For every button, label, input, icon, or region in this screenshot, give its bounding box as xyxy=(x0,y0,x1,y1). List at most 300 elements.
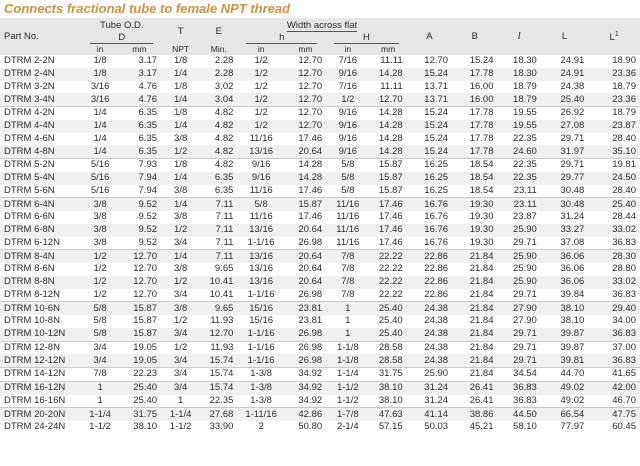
cell-a: 15.24 xyxy=(407,120,452,133)
cell-h-mm: 26.98 xyxy=(298,288,323,300)
cell-b: 16.00 xyxy=(469,80,494,92)
cell-L: 27.08 xyxy=(541,120,588,133)
cell-t-npt: 1/8 xyxy=(174,80,188,92)
cell-e-min: 7.11 xyxy=(200,224,237,237)
cell-H-in: 9/16 xyxy=(326,68,369,81)
cell-h-in: 5/8 xyxy=(237,198,284,211)
cell-L: 66.54 xyxy=(541,408,588,421)
cell-l: 23.11 xyxy=(513,184,537,196)
cell-a: 15.24 xyxy=(424,132,449,144)
cell-part-no: DTRM 2-2N xyxy=(4,55,55,67)
cell-b: 18.54 xyxy=(469,184,494,196)
cell-tube-od-mm: 12.70 xyxy=(133,263,158,275)
cell-tube-od-in: 5/8 xyxy=(83,328,118,341)
cell-a: 15.24 xyxy=(407,68,452,81)
cell-h-in: 13/16 xyxy=(237,145,284,158)
cell-l: 29.71 xyxy=(497,341,540,354)
cell-tube-od-in: 5/8 xyxy=(93,315,107,327)
cell-t-npt: 3/4 xyxy=(161,368,200,382)
cell-e-min: 12.70 xyxy=(200,328,237,341)
cell-h-mm: 26.98 xyxy=(285,341,326,354)
cell-H-in: 1-1/8 xyxy=(326,341,369,354)
cell-l: 27.90 xyxy=(513,315,537,327)
header-width-across-flat-label: Width across flat xyxy=(286,19,358,31)
cell-L1: 35.10 xyxy=(588,145,640,158)
cell-tube-od-in: 3/4 xyxy=(83,354,118,367)
cell-H-in: 1/2 xyxy=(326,93,369,106)
cell-h-in: 1/2 xyxy=(237,93,284,106)
cell-e-min: 4.82 xyxy=(200,145,237,158)
cell-L1: 28.40 xyxy=(612,184,636,196)
cell-b: 17.78 xyxy=(469,132,494,144)
cell-tube-od-in: 1 xyxy=(97,394,103,406)
cell-tube-od-mm: 22.23 xyxy=(118,368,161,382)
cell-b: 21.84 xyxy=(452,328,497,341)
cell-H-in: 1-1/4 xyxy=(326,368,369,382)
cell-tube-od-mm: 38.10 xyxy=(133,421,158,433)
cell-part-no: DTRM 4-2N xyxy=(0,107,83,120)
header-l1: $L^1$ xyxy=(588,18,640,55)
cell-L1: 47.75 xyxy=(588,408,640,421)
page-title: Connects fractional tube to female NPT thread xyxy=(4,1,291,16)
cell-h-in: 15/16 xyxy=(249,315,274,327)
header-h-small-label: h xyxy=(246,32,317,44)
cell-part-no: DTRM 4-4N xyxy=(0,120,83,133)
cell-H-in: 11/16 xyxy=(336,236,360,248)
cell-tube-od-in: 1/8 xyxy=(93,55,107,67)
cell-L1: 23.36 xyxy=(588,68,640,81)
cell-h-in: 13/16 xyxy=(237,224,284,237)
cell-H-in: 9/16 xyxy=(326,107,369,120)
cell-t-npt: 1/2 xyxy=(161,341,200,354)
table-row xyxy=(0,302,640,315)
cell-l: 22.35 xyxy=(513,132,537,144)
cell-tube-od-in: 1/4 xyxy=(93,132,107,144)
cell-L: 24.91 xyxy=(541,68,588,81)
cell-L1: 36.83 xyxy=(588,328,640,341)
cell-t-npt: 1/8 xyxy=(161,107,200,120)
cell-tube-od-in: 3/8 xyxy=(83,198,118,211)
cell-e-min: 15.74 xyxy=(200,381,237,394)
cell-t-npt: 3/8 xyxy=(161,302,200,315)
cell-l: 36.83 xyxy=(497,381,540,394)
cell-H-in: 11/16 xyxy=(336,211,360,223)
cell-tube-od-in: 3/16 xyxy=(90,80,110,92)
cell-H-in: 1-1/8 xyxy=(326,354,369,367)
cell-h-mm: 17.46 xyxy=(298,211,323,223)
cell-L1: 46.70 xyxy=(612,394,636,406)
header-h-small xyxy=(237,32,326,44)
cell-H-in: 1-7/8 xyxy=(326,408,369,421)
cell-l: 58.10 xyxy=(513,421,537,433)
cell-L: 49.02 xyxy=(560,394,585,406)
cell-tube-od-in: 1/2 xyxy=(93,288,107,300)
header-d-mm: mm xyxy=(118,44,161,55)
header-t: T xyxy=(161,18,200,44)
cell-a: 41.14 xyxy=(407,408,452,421)
cell-t-npt: 1/4 xyxy=(161,198,200,211)
cell-H-mm: 31.75 xyxy=(369,368,406,382)
header-l-small: l xyxy=(497,18,540,55)
cell-a: 22.86 xyxy=(424,263,449,275)
cell-L: 29.77 xyxy=(541,172,588,185)
cell-tube-od-in: 3/16 xyxy=(83,93,118,106)
cell-H-mm: 17.46 xyxy=(378,211,403,223)
cell-l: 44.50 xyxy=(497,408,540,421)
table-row xyxy=(0,133,640,146)
cell-L1: 37.00 xyxy=(588,341,640,354)
cell-tube-od-in: 3/8 xyxy=(93,211,107,223)
cell-t-npt: 1/4 xyxy=(161,68,200,81)
cell-H-mm: 38.10 xyxy=(378,394,403,406)
cell-a: 31.24 xyxy=(407,381,452,394)
cell-l: 25.90 xyxy=(497,224,540,237)
cell-h-mm: 23.81 xyxy=(285,302,326,315)
cell-b: 16.00 xyxy=(452,93,497,106)
cell-part-no: DTRM 8-4N xyxy=(0,250,83,263)
cell-tube-od-mm: 3.17 xyxy=(138,55,158,67)
cell-l: 22.35 xyxy=(497,159,540,172)
cell-h-mm: 15.87 xyxy=(285,198,326,211)
cell-l: 23.87 xyxy=(513,211,537,223)
cell-e-min: 2.28 xyxy=(214,55,234,67)
cell-L: 24.38 xyxy=(560,80,585,92)
cell-H-mm: 22.22 xyxy=(378,288,403,300)
table-row xyxy=(0,263,640,276)
cell-a: 25.90 xyxy=(407,368,452,382)
cell-e-min: 4.82 xyxy=(200,107,237,120)
cell-h-in: 1-1/16 xyxy=(247,236,275,248)
header-a: A xyxy=(407,18,452,55)
cell-tube-od-mm: 6.35 xyxy=(138,132,158,144)
cell-part-no: DTRM 12-12N xyxy=(0,354,83,367)
cell-b: 21.84 xyxy=(452,354,497,367)
cell-part-no: DTRM 10-8N xyxy=(4,315,60,327)
table-row xyxy=(0,237,640,250)
cell-H-mm: 14.28 xyxy=(369,68,406,81)
cell-L: 26.92 xyxy=(541,107,588,120)
cell-h-in: 9/16 xyxy=(237,159,284,172)
cell-b: 21.84 xyxy=(452,341,497,354)
cell-L: 29.71 xyxy=(541,159,588,172)
cell-L: 31.24 xyxy=(560,211,585,223)
cell-H-in: 5/8 xyxy=(326,172,369,185)
cell-L1: 24.50 xyxy=(588,172,640,185)
cell-L: 39.81 xyxy=(541,354,588,367)
header-min: Min. xyxy=(200,44,237,55)
cell-H-mm: 15.87 xyxy=(369,159,406,172)
cell-L: 29.71 xyxy=(560,132,585,144)
cell-e-min: 27.68 xyxy=(200,408,237,421)
cell-tube-od-in: 5/8 xyxy=(83,302,118,315)
cell-tube-od-in: 1-1/2 xyxy=(89,421,111,433)
cell-l: 18.79 xyxy=(497,93,540,106)
cell-t-npt: 3/8 xyxy=(174,132,188,144)
cell-part-no: DTRM 4-6N xyxy=(4,132,55,144)
cell-t-npt: 1/8 xyxy=(161,159,200,172)
cell-L: 77.97 xyxy=(560,421,585,433)
cell-e-min: 7.11 xyxy=(215,236,234,248)
cell-b: 19.30 xyxy=(452,224,497,237)
table-row xyxy=(0,289,640,302)
cell-L: 36.06 xyxy=(541,276,588,289)
cell-tube-od-in: 3/8 xyxy=(83,224,118,237)
cell-h-mm: 34.92 xyxy=(285,368,326,382)
cell-h-mm: 26.98 xyxy=(298,236,323,248)
cell-part-no: DTRM 3-4N xyxy=(0,93,83,106)
cell-L1: 33.02 xyxy=(588,276,640,289)
cell-h-mm: 14.28 xyxy=(285,159,326,172)
cell-e-min: 3.04 xyxy=(200,93,237,106)
cell-b: 21.84 xyxy=(469,315,494,327)
cell-a: 16.76 xyxy=(424,236,449,248)
cell-h-in: 9/16 xyxy=(237,172,284,185)
cell-h-in: 1-1/16 xyxy=(237,341,284,354)
table-row xyxy=(0,381,640,394)
cell-L1: 23.36 xyxy=(588,93,640,106)
cell-l: 19.55 xyxy=(497,120,540,133)
cell-h-mm: 26.98 xyxy=(285,354,326,367)
table-row xyxy=(0,81,640,94)
cell-L: 30.48 xyxy=(560,184,585,196)
cell-e-min: 15.74 xyxy=(200,354,237,367)
cell-H-in: 7/8 xyxy=(341,263,355,275)
cell-part-no: DTRM 24-24N xyxy=(4,421,66,433)
cell-a: 31.24 xyxy=(424,394,449,406)
cell-h-mm: 42.86 xyxy=(285,408,326,421)
cell-tube-od-mm: 6.35 xyxy=(118,120,161,133)
cell-a: 16.76 xyxy=(407,224,452,237)
cell-l: 29.71 xyxy=(497,328,540,341)
cell-L1: 60.45 xyxy=(612,421,636,433)
cell-L1: 28.80 xyxy=(612,263,636,275)
cell-L1: 23.87 xyxy=(588,120,640,133)
header-npt: NPT xyxy=(161,44,200,55)
cell-part-no: DTRM 5-6N xyxy=(4,184,55,196)
cell-e-min: 7.11 xyxy=(200,250,237,263)
table-row xyxy=(0,159,640,172)
cell-h-in: 1-3/8 xyxy=(250,394,272,406)
cell-H-mm: 57.15 xyxy=(378,421,403,433)
cell-L1: 18.79 xyxy=(588,107,640,120)
cell-a: 15.24 xyxy=(407,107,452,120)
cell-h-mm: 12.70 xyxy=(298,80,323,92)
cell-L: 37.08 xyxy=(560,236,585,248)
cell-tube-od-mm: 9.52 xyxy=(138,211,158,223)
cell-h-in: 15/16 xyxy=(237,302,284,315)
cell-tube-od-mm: 15.87 xyxy=(133,315,158,327)
cell-t-npt: 1/4 xyxy=(161,172,200,185)
cell-h-mm: 17.46 xyxy=(298,184,323,196)
cell-e-min: 9.65 xyxy=(214,263,234,275)
cell-a: 24.38 xyxy=(424,315,449,327)
cell-b: 19.30 xyxy=(469,236,494,248)
header-h-big-label: H xyxy=(334,32,398,44)
cell-a: 22.86 xyxy=(424,288,449,300)
cell-tube-od-mm: 4.76 xyxy=(118,93,161,106)
cell-h-in: 1-11/16 xyxy=(237,408,284,421)
cell-l: 27.90 xyxy=(497,302,540,315)
cell-H-in: 9/16 xyxy=(338,132,358,144)
cell-t-npt: 3/8 xyxy=(174,211,188,223)
cell-e-min: 15.74 xyxy=(200,368,237,382)
header-d-label: D xyxy=(90,32,153,44)
header-b: B xyxy=(452,18,497,55)
table-row xyxy=(0,211,640,224)
cell-t-npt: 3/8 xyxy=(174,263,188,275)
table-row xyxy=(0,68,640,81)
cell-h-in: 1-1/16 xyxy=(237,354,284,367)
cell-H-in: 11/16 xyxy=(326,198,369,211)
cell-e-min: 10.41 xyxy=(209,288,234,300)
cell-part-no: DTRM 8-8N xyxy=(0,276,83,289)
header-e: E xyxy=(200,18,237,44)
cell-part-no: DTRM 8-6N xyxy=(4,263,55,275)
cell-L1: 29.40 xyxy=(588,302,640,315)
cell-t-npt: 1 xyxy=(177,394,184,406)
cell-h-mm: 34.92 xyxy=(298,394,323,406)
header-h-big xyxy=(326,32,407,44)
cell-H-mm: 25.40 xyxy=(369,302,406,315)
cell-h-in: 1/2 xyxy=(254,55,268,67)
cell-a: 16.25 xyxy=(407,159,452,172)
cell-e-min: 3.02 xyxy=(214,80,234,92)
cell-b: 19.30 xyxy=(469,211,494,223)
cell-H-mm: 28.58 xyxy=(369,354,406,367)
cell-tube-od-in: 1-1/4 xyxy=(83,408,118,421)
cell-l: 25.90 xyxy=(497,250,540,263)
cell-L1: 36.83 xyxy=(588,354,640,367)
cell-H-mm: 25.40 xyxy=(378,315,403,327)
cell-a: 15.24 xyxy=(407,145,452,158)
cell-h-mm: 14.28 xyxy=(285,172,326,185)
cell-b: 17.78 xyxy=(452,120,497,133)
cell-tube-od-in: 1/2 xyxy=(93,263,107,275)
cell-L1: 36.83 xyxy=(612,288,636,300)
cell-t-npt: 1/8 xyxy=(174,55,188,67)
table-row xyxy=(0,185,640,198)
cell-H-mm: 47.63 xyxy=(369,408,406,421)
cell-part-no: DTRM 16-16N xyxy=(4,394,66,406)
cell-h-mm: 34.92 xyxy=(285,381,326,394)
header-h-mm: mm xyxy=(285,44,326,55)
cell-L: 39.87 xyxy=(541,328,588,341)
cell-L: 38.10 xyxy=(560,315,585,327)
cell-part-no: DTRM 2-4N xyxy=(0,68,83,81)
cell-h-in: 13/16 xyxy=(237,250,284,263)
cell-tube-od-in: 1/8 xyxy=(83,68,118,81)
cell-e-min: 6.35 xyxy=(214,184,234,196)
cell-H-mm: 15.87 xyxy=(369,172,406,185)
cell-h-in: 13/16 xyxy=(237,276,284,289)
cell-h-in: 11/16 xyxy=(249,184,273,196)
cell-b: 15.24 xyxy=(469,55,494,67)
table-row xyxy=(0,55,640,68)
cell-l: 36.83 xyxy=(513,394,537,406)
cell-a: 13.71 xyxy=(424,80,449,92)
cell-t-npt: 3/4 xyxy=(161,381,200,394)
table-row xyxy=(0,341,640,354)
cell-H-in: 1 xyxy=(345,315,351,327)
header-d-in: in xyxy=(83,44,118,55)
cell-part-no: DTRM 8-12N xyxy=(4,288,60,300)
cell-tube-od-in: 3/8 xyxy=(93,236,107,248)
cell-part-no: DTRM 6-8N xyxy=(0,224,83,237)
cell-H-mm: 25.40 xyxy=(369,328,406,341)
cell-part-no: DTRM 16-12N xyxy=(0,381,83,394)
cell-L: 31.97 xyxy=(541,145,588,158)
cell-L: 39.87 xyxy=(541,341,588,354)
cell-h-mm: 20.64 xyxy=(285,145,326,158)
table-row xyxy=(0,250,640,263)
table-row xyxy=(0,198,640,211)
cell-L1: 18.90 xyxy=(612,55,636,67)
cell-L: 38.10 xyxy=(541,302,588,315)
cell-L1: 36.83 xyxy=(612,236,636,248)
cell-e-min: 10.41 xyxy=(200,276,237,289)
cell-b: 38.86 xyxy=(452,408,497,421)
header-l-big: L xyxy=(541,18,588,55)
cell-part-no: DTRM 10-12N xyxy=(0,328,83,341)
cell-t-npt: 3/8 xyxy=(174,184,188,196)
cell-H-in: 2-1/4 xyxy=(336,421,359,433)
cell-tube-od-mm: 12.70 xyxy=(133,288,158,300)
cell-a: 24.38 xyxy=(407,354,452,367)
cell-tube-od-mm: 3.17 xyxy=(118,68,161,81)
cell-a: 16.25 xyxy=(424,184,449,196)
cell-a: 12.70 xyxy=(424,55,449,67)
cell-L: 36.06 xyxy=(541,250,588,263)
cell-H-in: 1-1/2 xyxy=(336,394,359,406)
cell-h-in: 1/2 xyxy=(237,68,284,81)
cell-h-in: 1/2 xyxy=(237,120,284,133)
cell-h-mm: 17.46 xyxy=(298,132,323,144)
cell-e-min: 11.93 xyxy=(210,315,234,327)
cell-tube-od-in: 1/2 xyxy=(83,276,118,289)
cell-l: 24.60 xyxy=(497,145,540,158)
cell-h-mm: 12.70 xyxy=(285,68,326,81)
cell-b: 19.30 xyxy=(452,198,497,211)
table-row xyxy=(0,315,640,328)
cell-l: 25.90 xyxy=(513,263,537,275)
cell-tube-od-in: 1/2 xyxy=(83,250,118,263)
table-row xyxy=(0,145,640,158)
cell-h-in: 2 xyxy=(258,421,264,433)
cell-l: 23.11 xyxy=(497,198,540,211)
table-row xyxy=(0,93,640,106)
cell-tube-od-mm: 19.05 xyxy=(118,341,161,354)
cell-a: 16.76 xyxy=(407,198,452,211)
cell-H-mm: 14.28 xyxy=(369,120,406,133)
cell-t-npt: 1/2 xyxy=(161,224,200,237)
cell-L: 44.70 xyxy=(541,368,588,382)
table-row xyxy=(0,120,640,133)
cell-h-mm: 20.64 xyxy=(285,276,326,289)
table-row xyxy=(0,421,640,434)
cell-L1: 28.44 xyxy=(612,211,636,223)
cell-tube-od-mm: 6.35 xyxy=(118,145,161,158)
cell-tube-od-mm: 9.52 xyxy=(138,236,158,248)
cell-b: 18.54 xyxy=(452,159,497,172)
cell-part-no: DTRM 5-4N xyxy=(0,172,83,185)
cell-t-npt: 3/4 xyxy=(161,354,200,367)
cell-b: 26.41 xyxy=(469,394,494,406)
cell-H-in: 7/16 xyxy=(338,55,358,67)
header-tube-od-d xyxy=(83,32,161,44)
cell-h-mm: 12.70 xyxy=(285,120,326,133)
cell-l: 29.71 xyxy=(513,288,537,300)
cell-part-no: DTRM 3-2N xyxy=(4,80,55,92)
